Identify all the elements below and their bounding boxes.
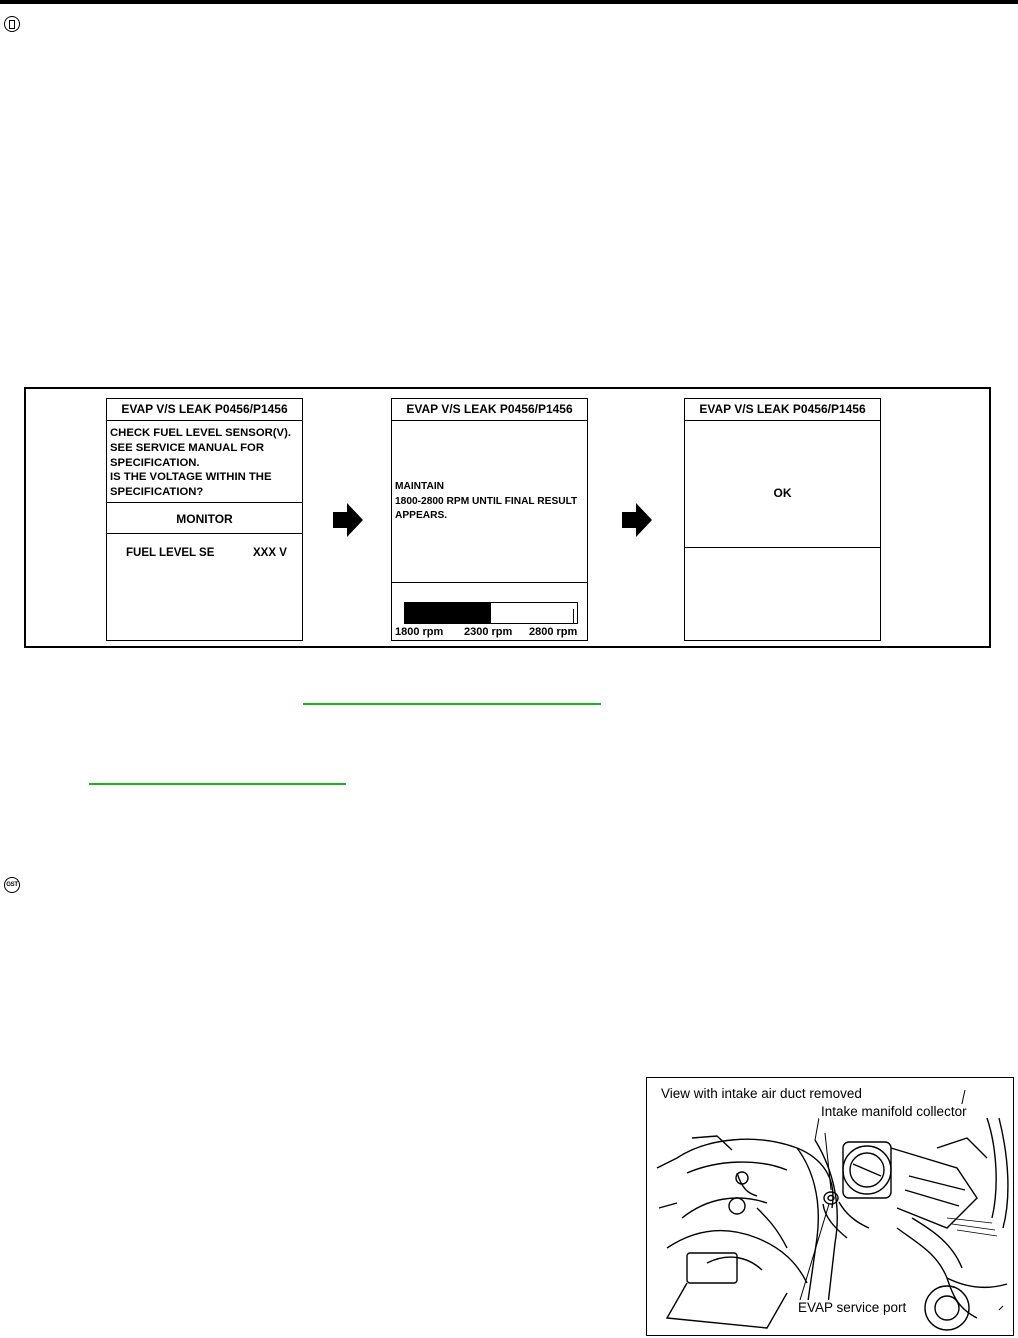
divider [107,502,302,503]
message-line: 1800-2800 RPM UNTIL FINAL RESULT [395,495,578,507]
consult-screen-sequence-diagram [24,387,991,648]
message-line: APPEARS. [395,510,448,522]
divider [392,582,587,583]
monitor-item-value: XXX V [253,547,287,559]
message-line: SPECIFICATION. [110,456,200,469]
monitor-item-name: FUEL LEVEL SE [126,547,215,559]
screen-title: EVAP V/S LEAK P0456/P1456 [107,399,302,421]
result-text: OK [773,486,792,500]
photo-caption: View with intake air duct removed [661,1086,862,1101]
consult-screen-result [684,398,881,641]
rpm-progress-fill [405,603,491,623]
progress-end-tick [573,609,574,623]
monitor-heading: MONITOR [176,512,233,526]
divider [685,547,880,548]
consult-screen-check-sensor [106,398,303,641]
screen-title: EVAP V/S LEAK P0456/P1456 [392,399,587,421]
rpm-progress-bar [404,602,578,624]
screen-title: EVAP V/S LEAK P0456/P1456 [685,399,880,421]
message-line: SEE SERVICE MANUAL FOR [110,441,264,454]
gst-glyph: GST [6,882,18,888]
message-line: CHECK FUEL LEVEL SENSOR(V). [110,427,291,439]
message-line: SPECIFICATION? [110,486,204,499]
hyperlink-underline[interactable] [303,703,601,705]
intake-manifold-collector-label: Intake manifold collector [821,1104,967,1119]
consult-mode-icon [4,16,20,32]
gst-mode-icon [4,877,20,893]
evap-service-port-label: EVAP service port [798,1300,907,1315]
screen-message [395,480,589,524]
evap-service-port-photo [646,1077,1014,1336]
top-rule [0,0,1018,4]
right-arrow-icon [622,503,652,537]
rpm-scale-label: 2300 rpm [464,626,513,638]
screen-message [110,426,302,500]
rpm-scale-label: 1800 rpm [395,626,444,638]
right-arrow-icon [333,503,363,537]
hyperlink-underline[interactable] [89,783,346,785]
message-line: IS THE VOLTAGE WITHIN THE [110,471,272,484]
rpm-scale-label: 2800 rpm [529,626,578,638]
consult-glyph-icon [9,20,15,29]
message-line: MAINTAIN [395,481,445,492]
consult-screen-maintain-rpm [391,398,588,641]
divider [107,533,302,534]
